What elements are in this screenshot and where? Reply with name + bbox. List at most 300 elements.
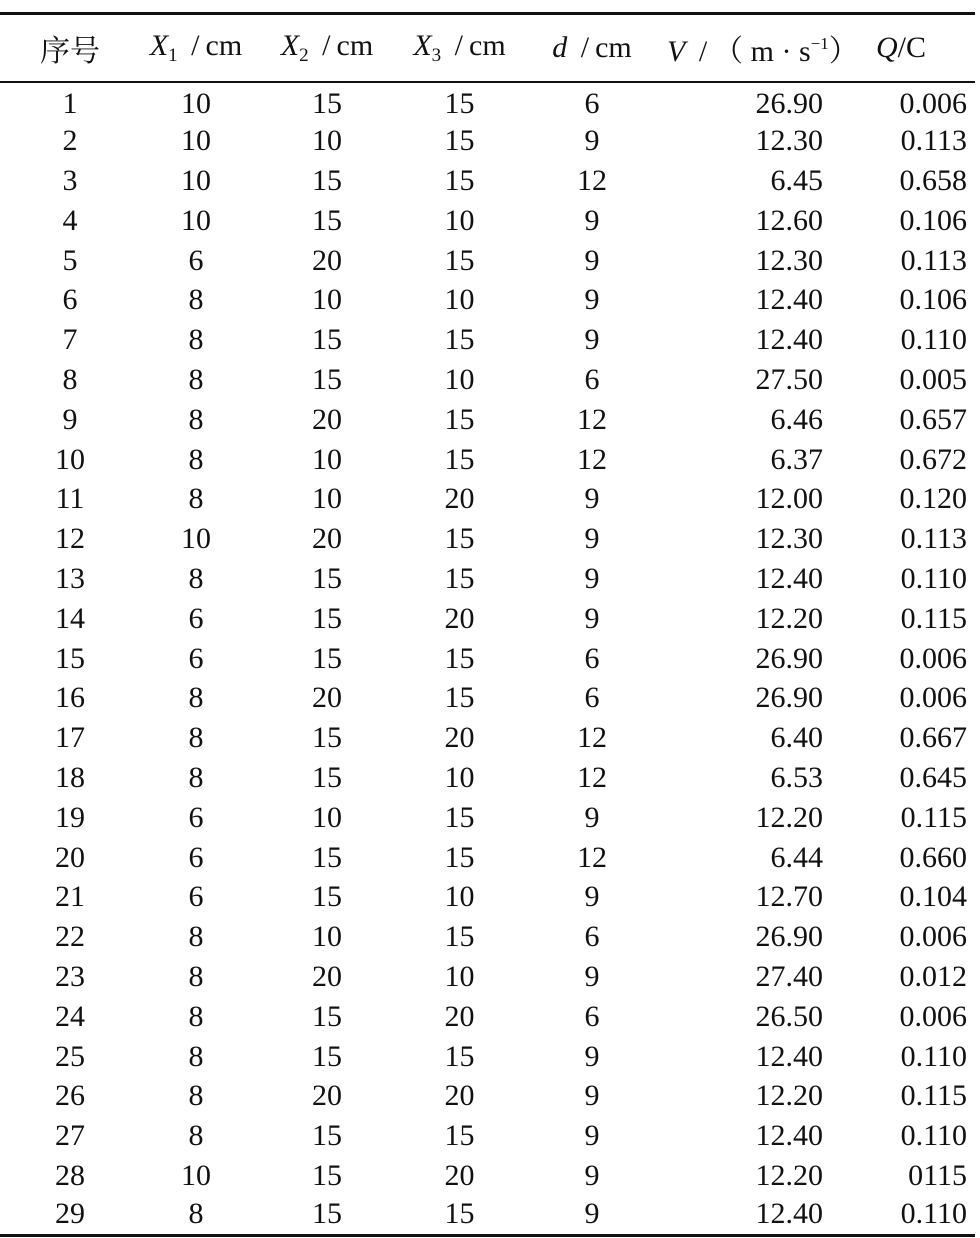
cell-value: 10 <box>444 203 475 237</box>
cell-d <box>517 400 667 440</box>
cell-x3 <box>402 877 517 917</box>
cell-value: 0.005 <box>899 362 967 396</box>
cell-value: 20 <box>55 840 85 874</box>
cell-x2 <box>252 559 402 599</box>
cell-d <box>517 479 667 519</box>
cell-value: 0.006 <box>899 681 967 715</box>
cell-x2 <box>252 877 402 917</box>
header-v <box>667 14 859 82</box>
cell-value: 6 <box>62 283 78 317</box>
cell-x1 <box>140 241 252 281</box>
cell-seq <box>0 1156 140 1196</box>
cell-x2 <box>252 1076 402 1116</box>
table-row <box>0 1116 975 1156</box>
cell-v <box>667 877 827 917</box>
cell-value: 10 <box>312 124 342 158</box>
cell-q <box>827 599 975 639</box>
cell-value: 0.672 <box>899 442 967 476</box>
cell-d <box>517 758 667 798</box>
cell-x2 <box>252 718 402 758</box>
cell-value: 9 <box>584 959 600 993</box>
cell-value: 12.70 <box>755 880 823 914</box>
cell-seq <box>0 678 140 718</box>
cell-value: 6 <box>584 641 600 675</box>
cell-value: 4 <box>62 203 78 237</box>
cell-value: 9 <box>584 1119 600 1153</box>
cell-d <box>517 121 667 161</box>
cell-x3 <box>402 718 517 758</box>
cell-value: 15 <box>312 601 342 635</box>
cell-value: 0.115 <box>900 1079 967 1113</box>
cell-value: 8 <box>188 920 204 954</box>
cell-value: 9 <box>62 402 78 436</box>
cell-seq <box>0 360 140 400</box>
cell-value: 20 <box>312 959 342 993</box>
cell-value: 0.104 <box>899 880 967 914</box>
cell-seq <box>0 917 140 957</box>
cell-value: 12.60 <box>755 203 823 237</box>
cell-d <box>517 241 667 281</box>
cell-x2 <box>252 1037 402 1077</box>
cell-value: 2 <box>62 124 78 158</box>
cell-value: 9 <box>584 1079 600 1113</box>
cell-value: 15 <box>444 641 475 675</box>
cell-value: 10 <box>444 362 475 396</box>
cell-x1 <box>140 280 252 320</box>
cell-value: 0.012 <box>899 959 967 993</box>
cell-value: 28 <box>55 1158 85 1192</box>
cell-value: 15 <box>444 840 475 874</box>
cell-value: 9 <box>584 283 600 317</box>
cell-x2 <box>252 599 402 639</box>
cell-value: 15 <box>444 681 475 715</box>
table-row <box>0 400 975 440</box>
header-seq <box>0 14 140 82</box>
cell-value: 6 <box>584 86 600 120</box>
cell-value: 6 <box>188 601 204 635</box>
cell-x3 <box>402 161 517 201</box>
header-x2-var: X <box>280 28 300 62</box>
cell-q <box>827 280 975 320</box>
cell-value: 12 <box>577 840 607 874</box>
cell-v <box>667 1116 827 1156</box>
cell-q <box>827 917 975 957</box>
cell-value: 9 <box>584 243 600 277</box>
cell-value: 15 <box>444 1039 475 1073</box>
cell-x1 <box>140 400 252 440</box>
cell-x1 <box>140 1116 252 1156</box>
cell-d <box>517 798 667 838</box>
cell-x2 <box>252 838 402 878</box>
cell-v <box>667 519 827 559</box>
cell-value: 10 <box>55 442 85 476</box>
cell-q <box>827 1156 975 1196</box>
cell-v <box>667 798 827 838</box>
table-row <box>0 320 975 360</box>
header-x1-sub: 1 <box>168 44 178 66</box>
cell-value: 18 <box>55 760 85 794</box>
cell-v <box>667 599 827 639</box>
cell-x1 <box>140 519 252 559</box>
cell-d <box>517 1196 667 1236</box>
cell-seq <box>0 161 140 201</box>
header-x1-unit: cm <box>205 28 243 62</box>
cell-value: 1 <box>62 86 78 120</box>
cell-value: 0.006 <box>899 999 967 1033</box>
cell-value: 20 <box>312 522 342 556</box>
cell-value: 21 <box>55 880 85 914</box>
header-d-var: d <box>552 30 568 64</box>
cell-value: 20 <box>444 1158 475 1192</box>
cell-value: 20 <box>444 999 475 1033</box>
table-row <box>0 917 975 957</box>
cell-q <box>827 718 975 758</box>
cell-v <box>667 1037 827 1077</box>
cell-value: 15 <box>444 800 475 834</box>
cell-value: 9 <box>584 601 600 635</box>
table-row <box>0 718 975 758</box>
cell-value: 6.46 <box>770 402 823 436</box>
cell-seq <box>0 1116 140 1156</box>
header-x3-unit: cm <box>469 28 506 62</box>
table-row <box>0 639 975 679</box>
cell-q <box>827 121 975 161</box>
cell-x2 <box>252 320 402 360</box>
cell-x2 <box>252 1156 402 1196</box>
table-row <box>0 1196 975 1236</box>
cell-value: 15 <box>444 402 475 436</box>
cell-value: 12 <box>577 163 607 197</box>
cell-value: 0.006 <box>899 920 967 954</box>
cell-value: 6 <box>188 880 204 914</box>
cell-seq <box>0 877 140 917</box>
cell-x2 <box>252 639 402 679</box>
cell-value: 15 <box>312 1158 342 1192</box>
cell-x3 <box>402 280 517 320</box>
header-x2-unit: cm <box>336 28 374 62</box>
cell-value: 8 <box>188 1196 204 1230</box>
cell-value: 8 <box>62 362 78 396</box>
cell-value: 10 <box>312 800 342 834</box>
cell-x2 <box>252 678 402 718</box>
cell-value: 15 <box>444 163 475 197</box>
cell-value: 0.110 <box>900 323 967 357</box>
cell-seq <box>0 758 140 798</box>
cell-value: 5 <box>62 243 78 277</box>
cell-value: 8 <box>188 323 204 357</box>
cell-d <box>517 161 667 201</box>
cell-value: 10 <box>312 482 342 516</box>
cell-value: 10 <box>181 522 211 556</box>
cell-x2 <box>252 997 402 1037</box>
cell-x2 <box>252 1116 402 1156</box>
cell-q <box>827 360 975 400</box>
cell-value: 15 <box>312 999 342 1033</box>
cell-v <box>667 400 827 440</box>
cell-seq <box>0 320 140 360</box>
cell-value: 9 <box>584 1039 600 1073</box>
cell-value: 9 <box>584 1196 600 1230</box>
cell-value: 20 <box>444 482 475 516</box>
cell-value: 0.110 <box>900 1119 967 1153</box>
header-v-unit-open: （ m · s <box>713 34 811 68</box>
cell-x2 <box>252 280 402 320</box>
cell-value: 9 <box>584 482 600 516</box>
cell-x1 <box>140 917 252 957</box>
table-row <box>0 241 975 281</box>
cell-q <box>827 997 975 1037</box>
table-body <box>0 82 975 1236</box>
cell-value: 15 <box>444 442 475 476</box>
cell-d <box>517 519 667 559</box>
cell-x1 <box>140 718 252 758</box>
cell-x1 <box>140 479 252 519</box>
cell-value: 15 <box>444 243 475 277</box>
cell-value: 15 <box>444 1196 475 1230</box>
cell-d <box>517 1076 667 1116</box>
table-row <box>0 1037 975 1077</box>
cell-value: 12 <box>577 721 607 755</box>
cell-x1 <box>140 1196 252 1236</box>
cell-value: 0.667 <box>899 721 967 755</box>
cell-q <box>827 241 975 281</box>
cell-value: 8 <box>188 362 204 396</box>
cell-value: 12.30 <box>755 124 823 158</box>
header-x3-slash: / <box>454 28 463 62</box>
cell-v <box>667 320 827 360</box>
cell-x1 <box>140 639 252 679</box>
cell-x3 <box>402 1037 517 1077</box>
cell-value: 6 <box>584 920 600 954</box>
cell-q <box>827 1037 975 1077</box>
cell-q <box>827 519 975 559</box>
cell-value: 15 <box>312 840 342 874</box>
cell-value: 10 <box>181 1158 211 1192</box>
cell-value: 0.113 <box>900 522 967 556</box>
cell-q <box>827 957 975 997</box>
cell-d <box>517 877 667 917</box>
cell-d <box>517 997 667 1037</box>
cell-seq <box>0 798 140 838</box>
cell-value: 12.30 <box>755 522 823 556</box>
cell-value: 10 <box>444 760 475 794</box>
cell-value: 6 <box>188 641 204 675</box>
cell-x2 <box>252 479 402 519</box>
cell-v <box>667 1196 827 1236</box>
cell-x3 <box>402 957 517 997</box>
cell-x2 <box>252 360 402 400</box>
cell-value: 12.20 <box>755 800 823 834</box>
cell-value: 19 <box>55 800 85 834</box>
cell-x3 <box>402 82 517 122</box>
cell-q <box>827 400 975 440</box>
cell-x1 <box>140 1156 252 1196</box>
cell-x2 <box>252 957 402 997</box>
cell-value: 8 <box>188 561 204 595</box>
cell-x2 <box>252 440 402 480</box>
cell-x3 <box>402 1076 517 1116</box>
cell-q <box>827 440 975 480</box>
cell-value: 8 <box>188 959 204 993</box>
cell-value: 26.90 <box>755 681 823 715</box>
cell-x2 <box>252 121 402 161</box>
cell-value: 0.006 <box>899 641 967 675</box>
cell-d <box>517 440 667 480</box>
cell-value: 13 <box>55 561 85 595</box>
cell-d <box>517 1116 667 1156</box>
cell-value: 12.20 <box>755 1079 823 1113</box>
cell-value: 6.53 <box>770 760 823 794</box>
cell-v <box>667 280 827 320</box>
cell-value: 12.20 <box>755 601 823 635</box>
cell-d <box>517 559 667 599</box>
cell-x1 <box>140 440 252 480</box>
cell-x3 <box>402 997 517 1037</box>
cell-v <box>667 241 827 281</box>
cell-value: 27.40 <box>755 959 823 993</box>
cell-value: 10 <box>444 880 475 914</box>
cell-seq <box>0 519 140 559</box>
table-row <box>0 440 975 480</box>
cell-v <box>667 479 827 519</box>
cell-value: 9 <box>584 1158 600 1192</box>
cell-v <box>667 121 827 161</box>
cell-x1 <box>140 877 252 917</box>
data-table <box>0 12 975 1237</box>
cell-value: 15 <box>444 124 475 158</box>
cell-value: 23 <box>55 959 85 993</box>
header-v-unit-sup: −1 <box>810 33 829 53</box>
cell-value: 15 <box>444 561 475 595</box>
cell-value: 8 <box>188 1119 204 1153</box>
cell-d <box>517 82 667 122</box>
cell-value: 6 <box>584 999 600 1033</box>
cell-value: 12.40 <box>755 283 823 317</box>
cell-seq <box>0 559 140 599</box>
cell-v <box>667 997 827 1037</box>
cell-seq <box>0 400 140 440</box>
cell-q <box>827 1076 975 1116</box>
cell-value: 9 <box>584 522 600 556</box>
header-d <box>517 14 667 82</box>
cell-value: 0.115 <box>900 601 967 635</box>
cell-value: 7 <box>62 323 78 357</box>
cell-x3 <box>402 121 517 161</box>
cell-x1 <box>140 1076 252 1116</box>
cell-value: 26.50 <box>755 999 823 1033</box>
cell-value: 20 <box>444 721 475 755</box>
cell-value: 6.37 <box>770 442 823 476</box>
cell-v <box>667 201 827 241</box>
cell-value: 12 <box>55 522 85 556</box>
cell-value: 24 <box>55 999 85 1033</box>
table-header <box>0 14 975 82</box>
header-v-var: V <box>667 34 686 68</box>
cell-seq <box>0 718 140 758</box>
header-x2 <box>252 14 402 82</box>
cell-value: 26.90 <box>755 641 823 675</box>
cell-value: 22 <box>55 920 85 954</box>
cell-value: 8 <box>188 402 204 436</box>
cell-value: 8 <box>188 681 204 715</box>
cell-value: 15 <box>444 323 475 357</box>
cell-x1 <box>140 360 252 400</box>
cell-value: 12.40 <box>755 1039 823 1073</box>
cell-value: 12 <box>577 760 607 794</box>
cell-value: 15 <box>312 561 342 595</box>
cell-value: 0.110 <box>900 1039 967 1073</box>
cell-x1 <box>140 838 252 878</box>
header-x2-slash: / <box>322 28 331 62</box>
table-row <box>0 559 975 599</box>
cell-value: 14 <box>55 601 85 635</box>
cell-value: 27 <box>55 1119 85 1153</box>
cell-value: 15 <box>312 203 342 237</box>
header-x3-sub: 3 <box>431 44 442 66</box>
header-x1-var: X <box>149 28 169 62</box>
cell-value: 29 <box>55 1196 85 1230</box>
cell-v <box>667 957 827 997</box>
cell-x1 <box>140 161 252 201</box>
header-x2-sub: 2 <box>299 44 309 66</box>
cell-x2 <box>252 758 402 798</box>
header-x3 <box>402 14 517 82</box>
cell-value: 9 <box>584 323 600 357</box>
table-row <box>0 599 975 639</box>
cell-d <box>517 360 667 400</box>
cell-x2 <box>252 1196 402 1236</box>
cell-value: 15 <box>312 1119 342 1153</box>
cell-value: 15 <box>312 1039 342 1073</box>
cell-value: 15 <box>312 323 342 357</box>
table-row <box>0 519 975 559</box>
cell-value: 3 <box>62 163 78 197</box>
cell-x3 <box>402 917 517 957</box>
table-row <box>0 360 975 400</box>
cell-d <box>517 957 667 997</box>
cell-value: 0115 <box>908 1158 967 1192</box>
cell-x3 <box>402 241 517 281</box>
cell-value: 0.660 <box>899 840 967 874</box>
cell-x1 <box>140 320 252 360</box>
cell-q <box>827 1116 975 1156</box>
cell-x2 <box>252 82 402 122</box>
cell-x3 <box>402 758 517 798</box>
cell-value: 0.106 <box>899 283 967 317</box>
cell-value: 12 <box>577 442 607 476</box>
cell-d <box>517 320 667 360</box>
cell-x1 <box>140 758 252 798</box>
header-q-slash: / <box>897 30 906 64</box>
cell-value: 27.50 <box>755 362 823 396</box>
cell-seq <box>0 1076 140 1116</box>
cell-value: 8 <box>188 442 204 476</box>
cell-value: 0.657 <box>899 402 967 436</box>
cell-value: 10 <box>312 283 342 317</box>
cell-value: 11 <box>55 482 85 516</box>
cell-x1 <box>140 1037 252 1077</box>
cell-d <box>517 917 667 957</box>
table-row <box>0 838 975 878</box>
cell-x3 <box>402 559 517 599</box>
table-row <box>0 678 975 718</box>
cell-d <box>517 280 667 320</box>
cell-x3 <box>402 360 517 400</box>
cell-x1 <box>140 957 252 997</box>
cell-value: 12.40 <box>755 561 823 595</box>
table-row <box>0 82 975 122</box>
cell-x1 <box>140 82 252 122</box>
